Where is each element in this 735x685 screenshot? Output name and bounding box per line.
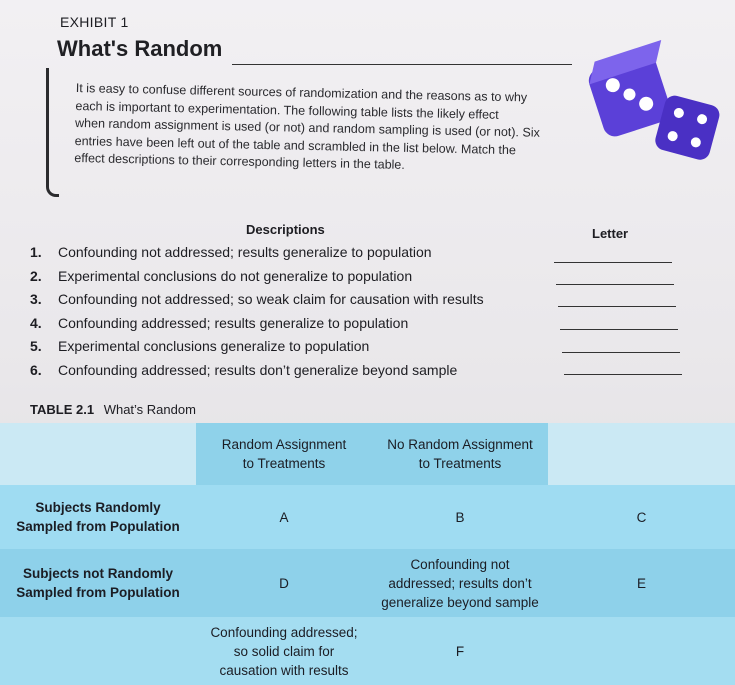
letter-blank-2[interactable] — [556, 284, 674, 285]
table-cell-confounding-not-addressed: Confounding not addressed; results don’t generalize beyond sample — [372, 549, 548, 617]
description-item — [30, 362, 550, 386]
table-cell-d: D — [196, 549, 372, 617]
description-text: Confounding addressed; results generalize to population — [58, 314, 409, 331]
letter-blank-4[interactable] — [560, 329, 678, 330]
description-number: 5. — [30, 338, 42, 354]
description-item — [30, 244, 550, 268]
description-number: 1. — [30, 244, 42, 260]
table-cell-empty-row-header — [0, 617, 196, 685]
table-caption-label: TABLE 2.1 — [30, 402, 95, 417]
dice-icon — [578, 38, 728, 168]
row-header-not-randomly-sampled: Subjects not Randomly Sampled from Population — [0, 549, 196, 617]
intro-paragraph — [74, 80, 596, 178]
description-number: 2. — [30, 267, 42, 284]
page-title: What's Random — [57, 36, 223, 61]
letter-blank-6[interactable] — [564, 374, 682, 375]
table-cell-confounding-addressed: Confounding addressed; so solid claim for causation with results — [196, 617, 372, 685]
description-item — [30, 338, 550, 362]
description-number: 3. — [30, 291, 42, 307]
description-item — [30, 291, 550, 315]
table-corner — [0, 423, 196, 485]
intro-line: each is important to experimentation. The following table lists the likely effect — [75, 98, 499, 122]
letter-heading: Letter — [592, 226, 629, 241]
table-caption-title: What’s Random — [103, 402, 196, 417]
descriptions-heading: Descriptions — [246, 222, 325, 237]
table-cell-e: E — [548, 549, 735, 617]
description-text: Confounding not addressed; so weak claim for causation with results — [58, 291, 484, 307]
title-underline — [232, 64, 572, 65]
table-header-empty — [548, 423, 735, 485]
intro-line: entries have been left out of the table and scrambled in the list below. Match the — [74, 133, 517, 157]
letter-blank-5[interactable] — [562, 352, 680, 353]
description-number: 6. — [30, 361, 42, 378]
description-item — [30, 268, 550, 292]
table-cell-c: C — [548, 485, 735, 549]
description-number: 4. — [30, 314, 42, 331]
intro-line: It is easy to confuse different sources of randomization and the reasons as to why — [75, 80, 528, 105]
description-item — [30, 315, 550, 339]
table-cell-b: B — [372, 485, 548, 549]
letter-blank-3[interactable] — [558, 306, 676, 307]
description-text: Experimental conclusions generalize to population — [58, 338, 370, 354]
description-text: Confounding addressed; results don’t generalize beyond sample — [58, 361, 458, 378]
table-caption — [30, 402, 196, 417]
table-cell-empty — [548, 617, 735, 685]
descriptions-list — [30, 244, 550, 385]
table-cell-a: A — [196, 485, 372, 549]
col-header-random-assignment: Random Assignment to Treatments — [196, 423, 372, 485]
table-cell-f: F — [372, 617, 548, 685]
description-text: Confounding not addressed; results generalize to population — [58, 244, 432, 260]
whats-random-table — [0, 423, 735, 685]
col-header-no-random-assignment: No Random Assignment to Treatments — [372, 423, 548, 485]
intro-line: when random assignment is used (or not) and random sampling is used (or not). Six — [74, 115, 540, 140]
row-header-randomly-sampled: Subjects Randomly Sampled from Population — [0, 485, 196, 549]
letter-blank-1[interactable] — [554, 262, 672, 263]
intro-line: effect descriptions to their corresponding letters in the table. — [74, 150, 405, 172]
exhibit-label: EXHIBIT 1 — [60, 14, 129, 30]
description-text: Experimental conclusions do not generalize to population — [58, 267, 413, 284]
